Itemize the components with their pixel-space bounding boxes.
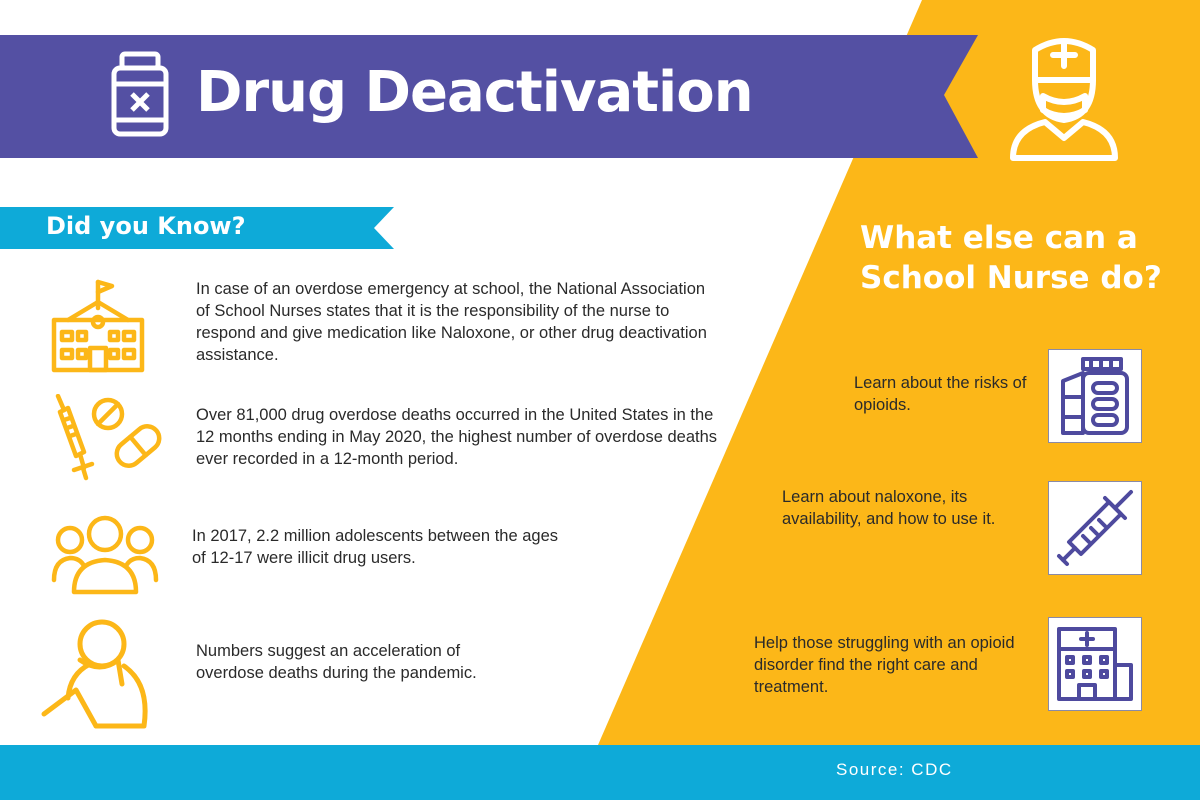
tip-text-3: Help those struggling with an opioid disorder find the right care and treatment. (754, 634, 1015, 696)
tip-text-1: Learn about the risks of opioids. (854, 374, 1027, 414)
tip-icon-box-1 (1048, 349, 1142, 443)
hospital-icon (1055, 625, 1135, 703)
fact-text-3: In 2017, 2.2 million adolescents between the ages of 12-17 were illicit drug users. (192, 527, 558, 567)
syringe-pills-icon (52, 394, 164, 482)
tip-icon-box-2 (1048, 481, 1142, 575)
distressed-person-icon (40, 614, 160, 732)
fact-text-4: Numbers suggest an acceleration of overdose deaths during the pandemic. (196, 642, 477, 682)
people-group-icon (50, 514, 160, 596)
source-credit: Source: CDC (836, 760, 953, 779)
did-you-know-heading: Did you Know? (46, 212, 246, 240)
syringe-icon (1055, 488, 1135, 568)
tip-icon-box-3 (1048, 617, 1142, 711)
fact-text-1: In case of an overdose emergency at school, the National Association of School Nurses states that it is the responsibility of the nurse to respond and give medication like Naloxone, or other drug deactivation assistance. (196, 280, 707, 364)
nurse-icon (1005, 30, 1123, 162)
pill-bottle-blister-icon (1059, 357, 1131, 435)
medicine-bottle-icon (108, 50, 172, 138)
page-title: Drug Deactivation (196, 60, 753, 125)
what-else-heading: What else can a School Nurse do? (860, 220, 1162, 296)
footer-bar (0, 745, 1200, 800)
tip-text-2: Learn about naloxone, its availability, and how to use it. (782, 488, 996, 528)
school-building-icon (50, 278, 146, 374)
fact-text-2: Over 81,000 drug overdose deaths occurred in the United States in the 12 months ending in May 2020, the highest number of overdose deaths ever recorded in a 12-month period. (196, 406, 718, 468)
